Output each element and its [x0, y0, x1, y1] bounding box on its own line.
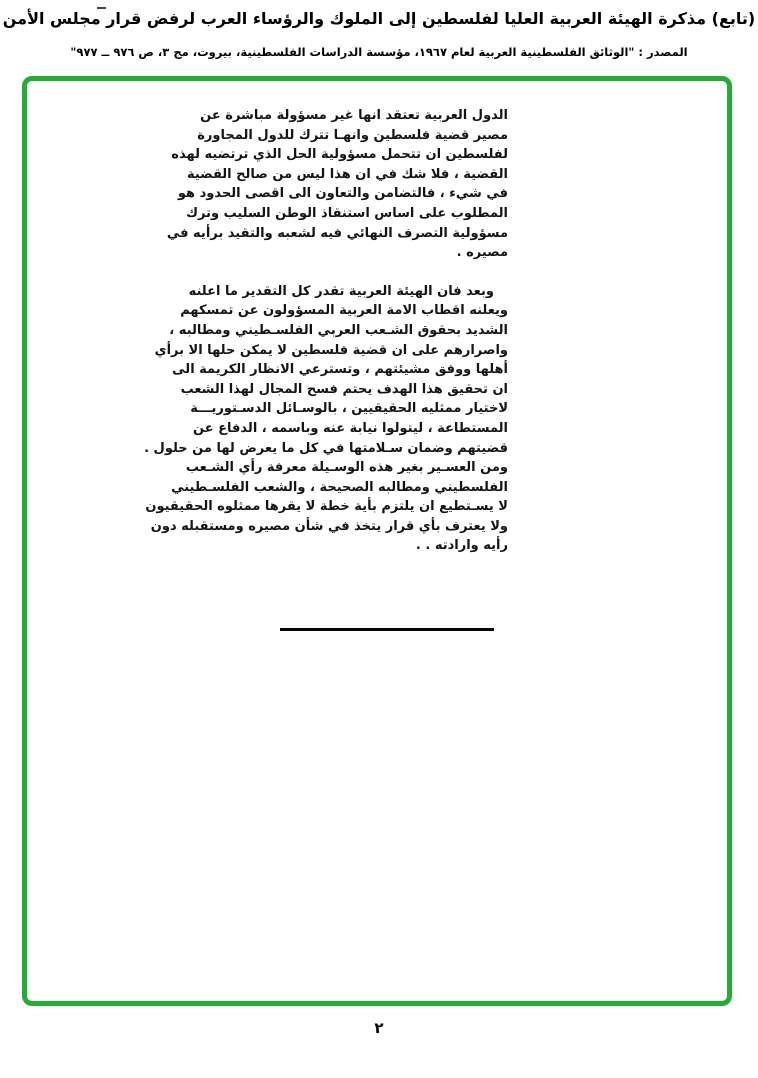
header-source-citation: المصدر : "الوثائق الفلسطينية العربية لعام ١٩٦٧، مؤسسة الدراسات الفلسطينية، بيروت، مج ٣، ص ٩٧٦ ــ ٩٧٧" — [70, 45, 688, 59]
text-line: واصرارهم على ان قضية فلسطين لا يمكن حلها الا برأي — [154, 342, 508, 358]
text-line: الفلسطيني ومطالبه الصحيحة ، والشعب الفلسـطيني — [171, 479, 508, 495]
paragraph-2 — [144, 282, 508, 556]
text-line: لاختيار ممثليه الحقيقيين ، بالوسـائل الدسـتوريـــة — [190, 401, 508, 417]
text-line: الشديد بحقوق الشـعب العربي الفلسـطيني ومطالبه ، — [169, 322, 508, 338]
text-line: الدول العربية تعتقد انها غير مسؤولة مباشرة عن — [200, 108, 508, 123]
text-line: وبعد فان الهيئة العربية تقدر كل التقدير ما اعلنه — [188, 283, 494, 299]
text-line: لا يسـتطيع ان يلتزم بأية خطة لا يقرها ممثلوه الحقيقيون — [145, 499, 508, 515]
text-line: رأيه وارادته . . — [415, 538, 508, 554]
paragraph-1 — [166, 106, 508, 263]
text-line: في شيء ، فالتضامن والتعاون الى اقصى الحدود هو — [177, 186, 508, 202]
text-line: قضيتهم وضمان سـلامتها في كل ما يعرض لها من حلول . — [144, 440, 508, 456]
text-line: مصير قضية فلسطين وانهـا تترك للدول المجاورة — [197, 127, 508, 143]
page-number: ٢ — [374, 1019, 384, 1037]
text-line: أهلها ووفق مشيئتهم ، وتسترعي الانظار الكريمة الى — [172, 362, 508, 378]
text-line: ومن العسـير بغير هذه الوسـيلة معرفة رأي الشـعب — [185, 460, 508, 476]
text-line: المطلوب على اساس استنقاذ الوطن السليب وترك — [186, 205, 508, 221]
scanned-text-block — [144, 106, 508, 556]
text-line: المستطاعة ، ليتولوا نيابة عنه وباسمه ، الدفاع عن — [193, 420, 508, 436]
signature-divider-rule — [280, 628, 494, 631]
header-title: (تابع) مذكرة الهيئة العربية العليا لفلسطين إلى الملوك والرؤساء العرب لرفض قرار مجلس الأمن — [2, 9, 756, 28]
text-line: مصيره . — [456, 245, 508, 261]
text-line: لفلسطين ان تتحمل مسؤولية الحل الذي ترتضيه لهذه — [171, 147, 508, 163]
text-line: مسؤولية التصرف النهائي فيه لشعبه والتقيد برأيه في — [166, 225, 508, 241]
text-line: ان تحقيق هذا الهدف يحتم فسح المجال لهذا الشعب — [180, 381, 508, 397]
text-line: ولا يعترف بأي قرار يتخذ في شأن مصيره ومستقبله دون — [150, 518, 508, 534]
text-line: القضية ، فلا شك في ان هذا ليس من صالح القضية — [186, 166, 508, 182]
text-line: ويعلنه اقطاب الامة العربية المسؤولون عن تمسكهم — [180, 303, 508, 319]
